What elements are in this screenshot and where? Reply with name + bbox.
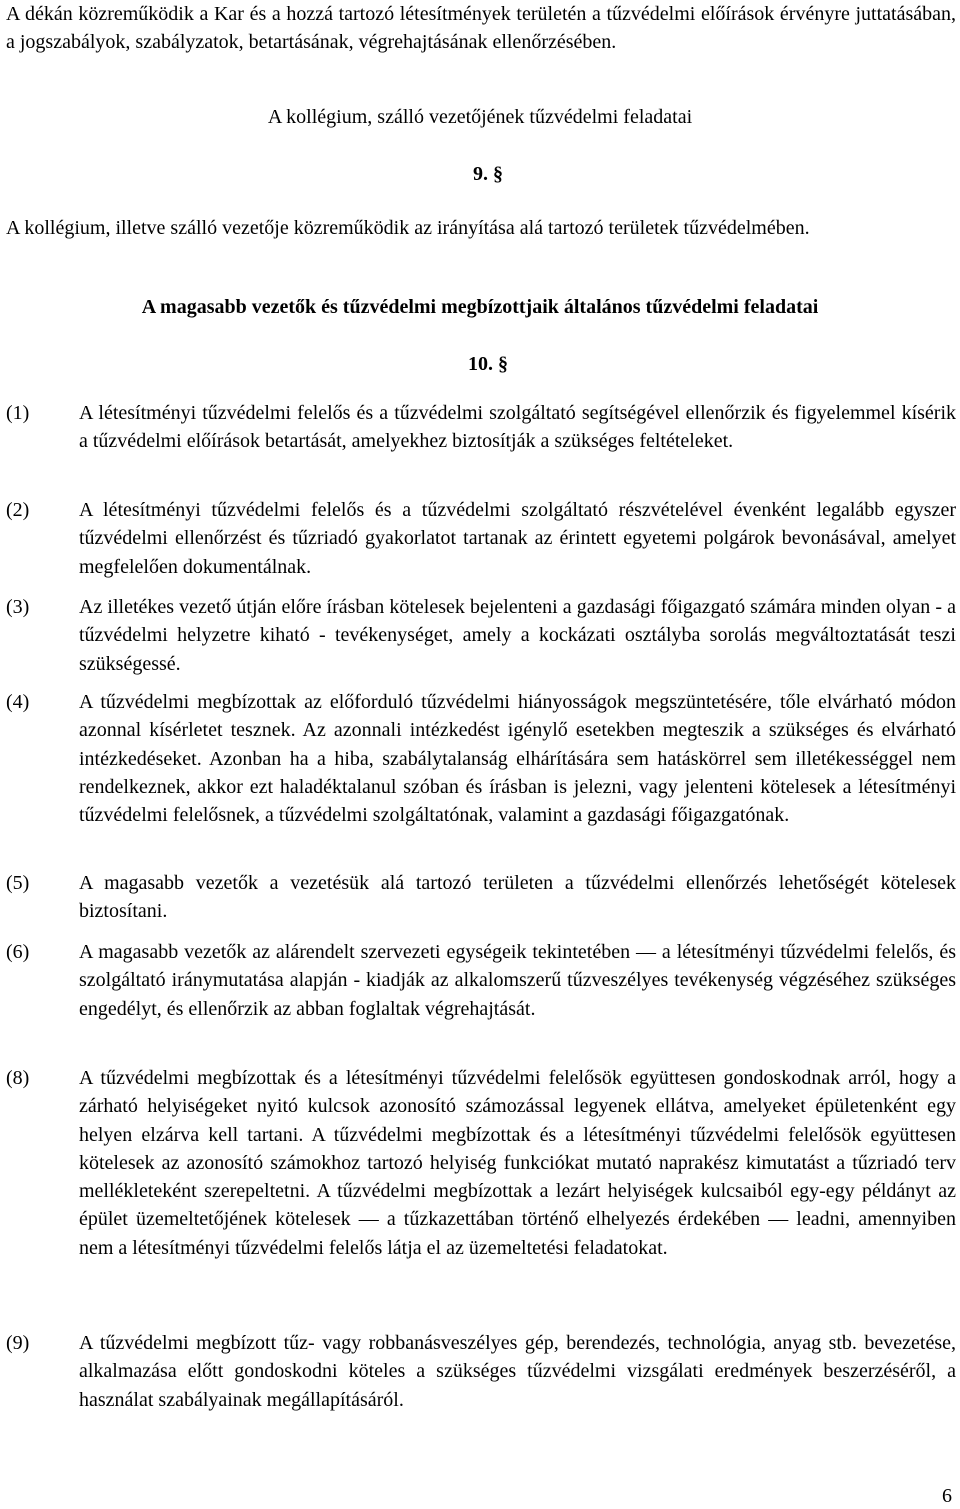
list-item <box>6 1064 956 1262</box>
item-number: (5) <box>6 872 30 894</box>
item-text: A létesítményi tűzvédelmi felelős és a tűzvédelmi szolgáltató részvételével évenként legalább egyszer tűzvédelmi ellenőrzést és tűzriadó gyakorlatot tartanak az érintett egyetemi polgárok bevonásával, amelyet megfelelően dokumentálnak. <box>79 499 956 578</box>
item-text: A tűzvédelmi megbízott tűz- vagy robbanásveszélyes gép, berendezés, technológia, anyag stb. bevezetése, alkalmazása előtt gondoskodni köteles a szükséges tűzvédelmi vizsgálati eredmények beszerzéséről, a használat szabályainak megállapításáról. <box>79 1332 956 1411</box>
kollegium-paragraph: A kollégium, illetve szálló vezetője közreműködik az irányítása alá tartozó területek tűzvédelmében. <box>6 217 810 239</box>
item-text: A tűzvédelmi megbízottak az előforduló tűzvédelmi hiányosságok megszüntetésére, tőle elvárható módon azonnal kísérletet tesznek. Az azonnali intézkedést igénylő esetekben megteszik a szükséges és elvárható intézkedéseket. Azonban ha a hiba, szabálytalanság elhárítására sem hatáskörrel sem illetékességgel nem rendelkeznek, akkor ezt haladéktalanul szóban és írásban is jelezni, vagy jelenteni kötelesek a létesítményi tűzvédelmi felelősnek, a tűzvédelmi szolgáltatónak, valamint a gazdasági főigazgatónak. <box>79 691 956 827</box>
intro-paragraph: A dékán közreműködik a Kar és a hozzá tartozó létesítmények területén a tűzvédelmi előírások érvényre juttatásában, a jogszabályok, szabályzatok, betartásának, végrehajtásának ellenőrzésében. <box>6 3 956 54</box>
list-item <box>6 869 956 926</box>
item-text: A magasabb vezetők az alárendelt szervezeti egységeik tekintetében — a létesítményi tűzvédelmi felelős, és szolgáltató iránymutatása alapján - kiadják az alkalomszerű tűzveszélyes tevékenység végzéséhez szükséges engedélyt, és ellenőrzik az abban foglaltak végrehajtását. <box>79 941 956 1020</box>
item-number: (8) <box>6 1067 30 1089</box>
list-item <box>6 688 956 829</box>
list-item <box>6 399 956 456</box>
item-text: A magasabb vezetők a vezetésük alá tartozó területen a tűzvédelmi ellenőrzés lehetőségét kötelesek biztosítani. <box>79 872 956 923</box>
item-number: (1) <box>6 402 30 424</box>
item-text: A létesítményi tűzvédelmi felelős és a tűzvédelmi szolgáltató segítségével ellenőrzik és figyelemmel kísérik a tűzvédelmi előírások betartását, amelyekhez biztosítják a szükséges feltételeket. <box>79 402 956 453</box>
section-title-kollegium: A kollégium, szálló vezetőjének tűzvédelmi feladatai <box>267 106 693 128</box>
list-item <box>6 938 956 1023</box>
item-number: (3) <box>6 596 30 618</box>
item-number: (9) <box>6 1332 30 1354</box>
paragraph-number-10: 10. § <box>468 353 508 375</box>
item-number: (6) <box>6 941 30 963</box>
paragraph-number-9: 9. § <box>473 163 503 185</box>
section-title-magasabb: A magasabb vezetők és tűzvédelmi megbízottjaik általános tűzvédelmi feladatai <box>141 296 819 318</box>
item-number: (4) <box>6 691 30 713</box>
item-number: (2) <box>6 499 30 521</box>
list-item <box>6 496 956 581</box>
item-text: Az illetékes vezető útján előre írásban kötelesek bejelenteni a gazdasági főigazgató számára minden olyan - a tűzvédelmi helyzetre kiható - tevékenységet, amely a kockázati osztályba sorolás megváltoztatását teszi szükségessé. <box>79 596 956 675</box>
item-text: A tűzvédelmi megbízottak és a létesítményi tűzvédelmi felelősök együttesen gondoskodnak arról, hogy a zárható helyiségeket nyitó kulcsok azonosító számozással legyenek ellátva, amelyeket épületenként egy helyen elzárva kell tartani. A tűzvédelmi megbízottak és a létesítményi tűzvédelmi felelősök együttesen kötelesek az azonosító számokhoz tartozó helyiség funkciókat mutató naprakész kimutatást a tűzriadó terv mellékleteként szerepeltetni. A tűzvédelmi megbízottak a lezárt helyiségek kulcsaiból egy-egy példányt az épület üzemeltetőjének kötelesek — a tűzkazettában történő elhelyezés érdekében — leadni, amennyiben nem a létesítményi tűzvédelmi felelős látja el az üzemeltetési feladatokat. <box>79 1067 956 1259</box>
page-number: 6 <box>942 1485 952 1507</box>
list-item <box>6 593 956 678</box>
list-item <box>6 1329 956 1414</box>
